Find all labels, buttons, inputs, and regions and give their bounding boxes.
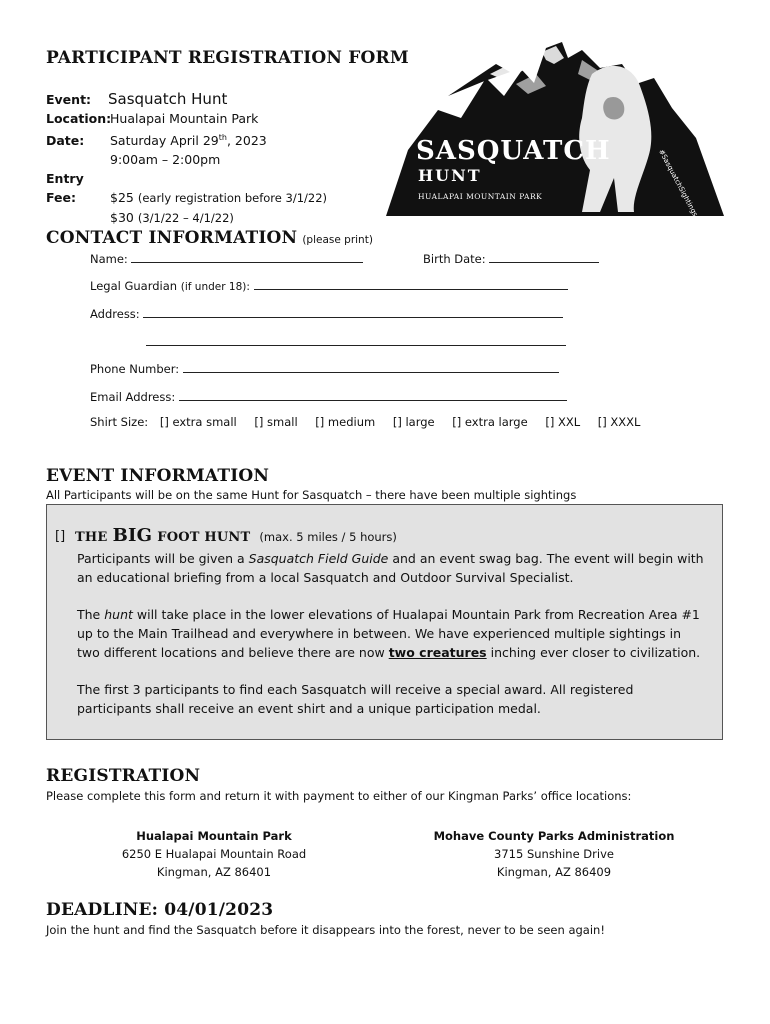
address-field-2[interactable] <box>146 333 566 346</box>
p2-text-c: will take place in the lower elevations of Hualapai Mountain Park from Recreation Area #1 up to the Main Trailhead and everywhere in between. We have experienced multiple sightings in two different locations and believe there are now <box>77 607 700 660</box>
logo-subtitle: HUNT <box>418 166 482 185</box>
contact-heading-text: CONTACT INFORMATION <box>46 228 298 248</box>
shirt-option-small[interactable]: [] small <box>254 415 298 429</box>
event-info-subtitle: All Participants will be on the same Hunt for Sasquatch – there have been multiple sightings <box>46 488 577 502</box>
location-label: Location: <box>46 111 112 126</box>
name-label: Name: <box>90 252 128 266</box>
time-row <box>46 150 386 169</box>
location-2-address: 3715 Sunshine Drive <box>494 847 614 861</box>
name-field[interactable] <box>131 250 363 263</box>
shirt-option-xxxl[interactable]: [] XXXL <box>597 415 641 429</box>
time-value: 9:00am – 2:00pm <box>110 152 221 168</box>
logo-side-text: #SasquatchSightings <box>656 148 700 218</box>
p2-hunt: hunt <box>104 607 133 622</box>
location-2-name: Mohave County Parks Administration <box>433 829 675 843</box>
p1-field-guide: Sasquatch Field Guide <box>248 551 389 566</box>
p1-text-a: Participants will be given a <box>77 551 249 566</box>
address-row <box>90 305 563 321</box>
hunt-title <box>75 525 397 546</box>
date-value <box>110 133 267 148</box>
email-row <box>90 388 567 404</box>
registration-heading: REGISTRATION <box>46 766 201 786</box>
shirt-size-label: Shirt Size: <box>90 415 149 429</box>
shirt-option-medium[interactable]: [] medium <box>315 415 376 429</box>
location-1-address: 6250 E Hualapai Mountain Road <box>121 847 307 861</box>
fee-label: Entry Fee: <box>46 171 84 206</box>
event-info-heading: EVENT INFORMATION <box>46 466 270 486</box>
hunt-checkbox[interactable]: [] <box>55 529 66 544</box>
page-title: PARTICIPANT REGISTRATION FORM <box>46 48 409 68</box>
location-1-city: Kingman, AZ 86401 <box>156 865 272 879</box>
name-row <box>90 250 363 266</box>
birth-date-field[interactable] <box>489 250 599 263</box>
date-year: , 2023 <box>226 133 267 149</box>
registration-text: Please complete this form and return it with payment to either of our Kingman Parks’ office locations: <box>46 789 632 803</box>
hunt-title-the: THE <box>75 530 108 545</box>
event-label: Event: <box>46 92 92 107</box>
fee-1-note: (early registration before 3/1/22) <box>137 191 328 206</box>
address-label: Address: <box>90 307 140 321</box>
fee-row-2 <box>46 208 386 228</box>
hunt-title-big: BIG <box>112 525 153 546</box>
shirt-option-extra-large[interactable]: [] extra large <box>452 415 528 429</box>
hunt-title-foot-hunt: FOOT HUNT <box>157 530 251 545</box>
event-details <box>46 90 386 228</box>
deadline-text: Join the hunt and find the Sasquatch before it disappears into the forest, never to be seen again! <box>46 923 605 937</box>
hunt-paragraph-3: The first 3 participants to find each Sasquatch will receive a special award. All registered participants shall receive an event shirt and a unique participation medal. <box>77 682 634 716</box>
location-1-name: Hualapai Mountain Park <box>136 829 292 843</box>
date-label: Date: <box>46 133 85 149</box>
hunt-paragraph-1 <box>77 549 707 587</box>
hunt-details-box <box>46 504 723 740</box>
guardian-row <box>90 277 568 293</box>
birth-date-label: Birth Date: <box>423 252 486 266</box>
fee-row-1 <box>46 169 386 208</box>
contact-heading <box>46 228 373 248</box>
birth-date-row <box>423 250 599 266</box>
hunt-description <box>77 549 707 718</box>
email-label: Email Address: <box>90 390 176 404</box>
location-row <box>46 109 386 128</box>
location-1 <box>94 827 334 881</box>
shirt-option-xxl[interactable]: [] XXL <box>545 415 581 429</box>
address-field[interactable] <box>143 305 563 318</box>
location-value: Hualapai Mountain Park <box>110 111 259 126</box>
date-suffix: th <box>218 133 227 142</box>
phone-row <box>90 360 559 376</box>
event-row <box>46 90 386 109</box>
event-value: Sasquatch Hunt <box>108 90 228 108</box>
p2-text-a: The <box>77 607 105 622</box>
deadline-heading: DEADLINE: 04/01/2023 <box>46 900 274 920</box>
contact-heading-note: (please print) <box>302 234 373 246</box>
hunt-paragraph-2 <box>77 605 707 662</box>
hunt-note: (max. 5 miles / 5 hours) <box>259 530 397 544</box>
guardian-note: (if under 18): <box>180 281 250 293</box>
shirt-option-extra-small[interactable]: [] extra small <box>159 415 237 429</box>
fee-1-amount: $25 <box>110 190 134 206</box>
sasquatch-hunt-logo <box>386 38 724 216</box>
fee-2-note: (3/1/22 – 4/1/22) <box>137 211 234 226</box>
p1-text-c: and an event swag bag. The event will begin with an educational briefing from a local Sasquatch and Outdoor Survival Specialist. <box>77 551 704 585</box>
location-2-city: Kingman, AZ 86409 <box>496 865 612 879</box>
phone-field[interactable] <box>183 360 559 373</box>
address-row-2 <box>146 333 566 349</box>
date-row <box>46 128 386 150</box>
p2-text-e: inching ever closer to civilization. <box>486 645 701 660</box>
phone-label: Phone Number: <box>90 362 180 376</box>
email-field[interactable] <box>179 388 567 401</box>
guardian-field[interactable] <box>254 277 568 290</box>
shirt-size-row <box>90 415 654 429</box>
fee-2-amount: $30 <box>110 210 134 226</box>
p2-two-creatures: two creatures <box>388 645 487 660</box>
date-text: Saturday April 29 <box>110 133 219 149</box>
logo-park: HUALAPAI MOUNTAIN PARK <box>418 192 543 201</box>
logo-title: SASQUATCH <box>416 136 611 166</box>
guardian-label: Legal Guardian <box>90 279 178 293</box>
location-2 <box>426 827 682 881</box>
shirt-option-large[interactable]: [] large <box>392 415 435 429</box>
